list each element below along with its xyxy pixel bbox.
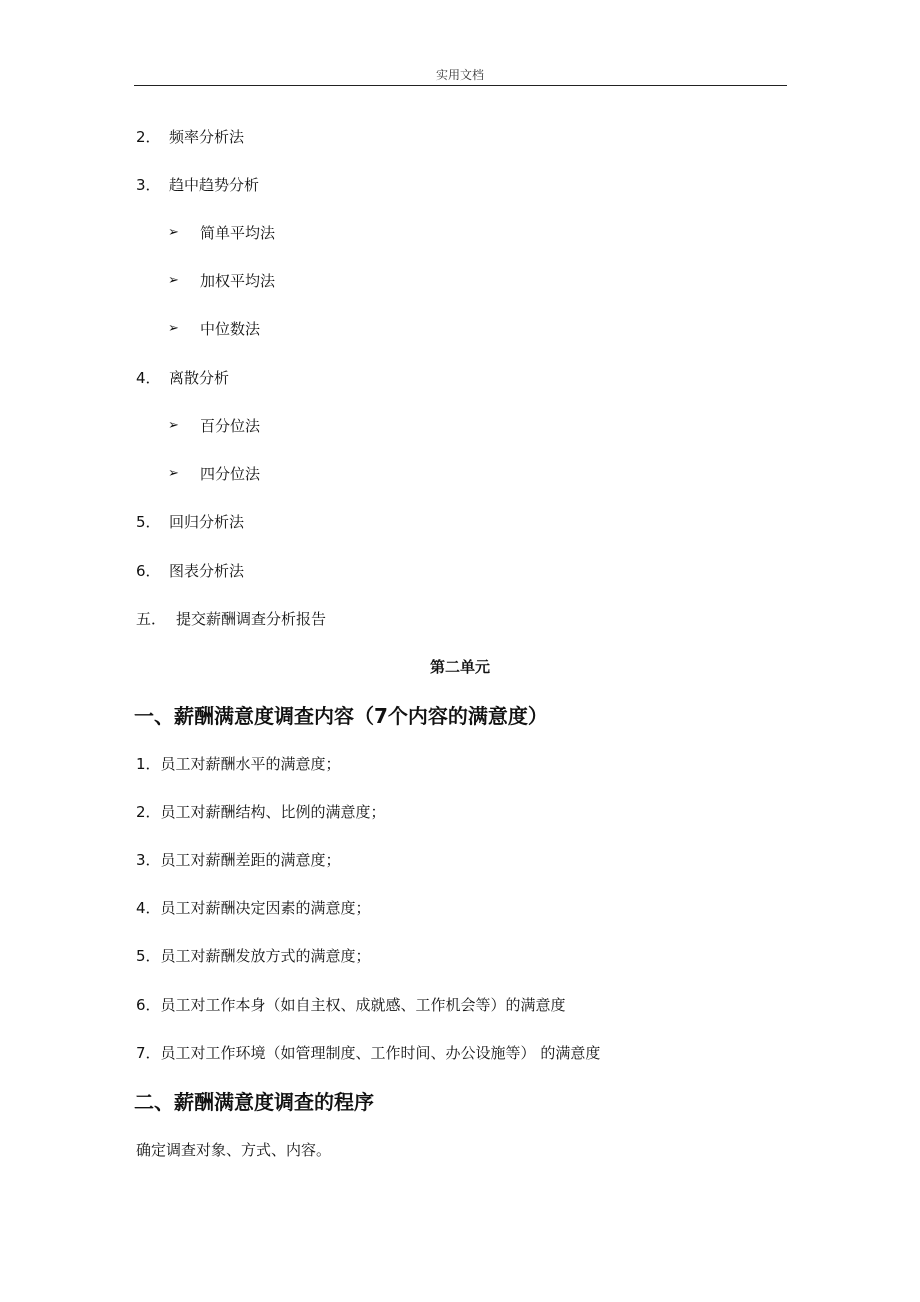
section-label: 提交薪酬调查分析报告 <box>176 610 327 628</box>
list-label: 离散分析 <box>169 369 230 387</box>
section-heading: 一、薪酬满意度调查内容（7个内容的满意度） <box>134 704 548 728</box>
bullet-label: 中位数法 <box>200 320 261 338</box>
list-number: 2． <box>136 128 161 146</box>
content-item: 4．员工对薪酬决定因素的满意度； <box>136 899 371 917</box>
list-label: 回归分析法 <box>169 513 245 531</box>
bullet-label: 百分位法 <box>200 417 261 435</box>
arrow-bullet-icon: ➢ <box>168 273 179 288</box>
arrow-bullet-icon: ➢ <box>168 418 179 433</box>
list-label: 趋中趋势分析 <box>169 176 260 194</box>
bullet-label: 四分位法 <box>200 465 261 483</box>
section-heading: 二、薪酬满意度调查的程序 <box>134 1090 374 1114</box>
list-label: 频率分析法 <box>169 128 245 146</box>
content-item: 6．员工对工作本身（如自主权、成就感、工作机会等）的满意度 <box>136 996 566 1014</box>
list-number: 6． <box>136 562 161 580</box>
body-text: 确定调查对象、方式、内容。 <box>136 1141 332 1159</box>
arrow-bullet-icon: ➢ <box>168 225 179 240</box>
list-number: 5． <box>136 513 161 531</box>
list-label: 图表分析法 <box>169 562 245 580</box>
bullet-label: 简单平均法 <box>200 224 276 242</box>
list-number: 3． <box>136 176 161 194</box>
content-item: 7．员工对工作环境（如管理制度、工作时间、办公设施等） 的满意度 <box>136 1044 601 1062</box>
header-rule <box>134 85 787 86</box>
unit-title: 第二单元 <box>429 658 490 676</box>
arrow-bullet-icon: ➢ <box>168 321 179 336</box>
content-item: 2．员工对薪酬结构、比例的满意度； <box>136 803 386 821</box>
arrow-bullet-icon: ➢ <box>168 466 179 481</box>
content-item: 1．员工对薪酬水平的满意度； <box>136 755 341 773</box>
list-number: 4． <box>136 369 161 387</box>
content-item: 5．员工对薪酬发放方式的满意度； <box>136 947 371 965</box>
bullet-label: 加权平均法 <box>200 272 276 290</box>
section-number: 五． <box>136 610 167 628</box>
header-text: 实用文档 <box>435 68 484 82</box>
content-item: 3．员工对薪酬差距的满意度； <box>136 851 341 869</box>
